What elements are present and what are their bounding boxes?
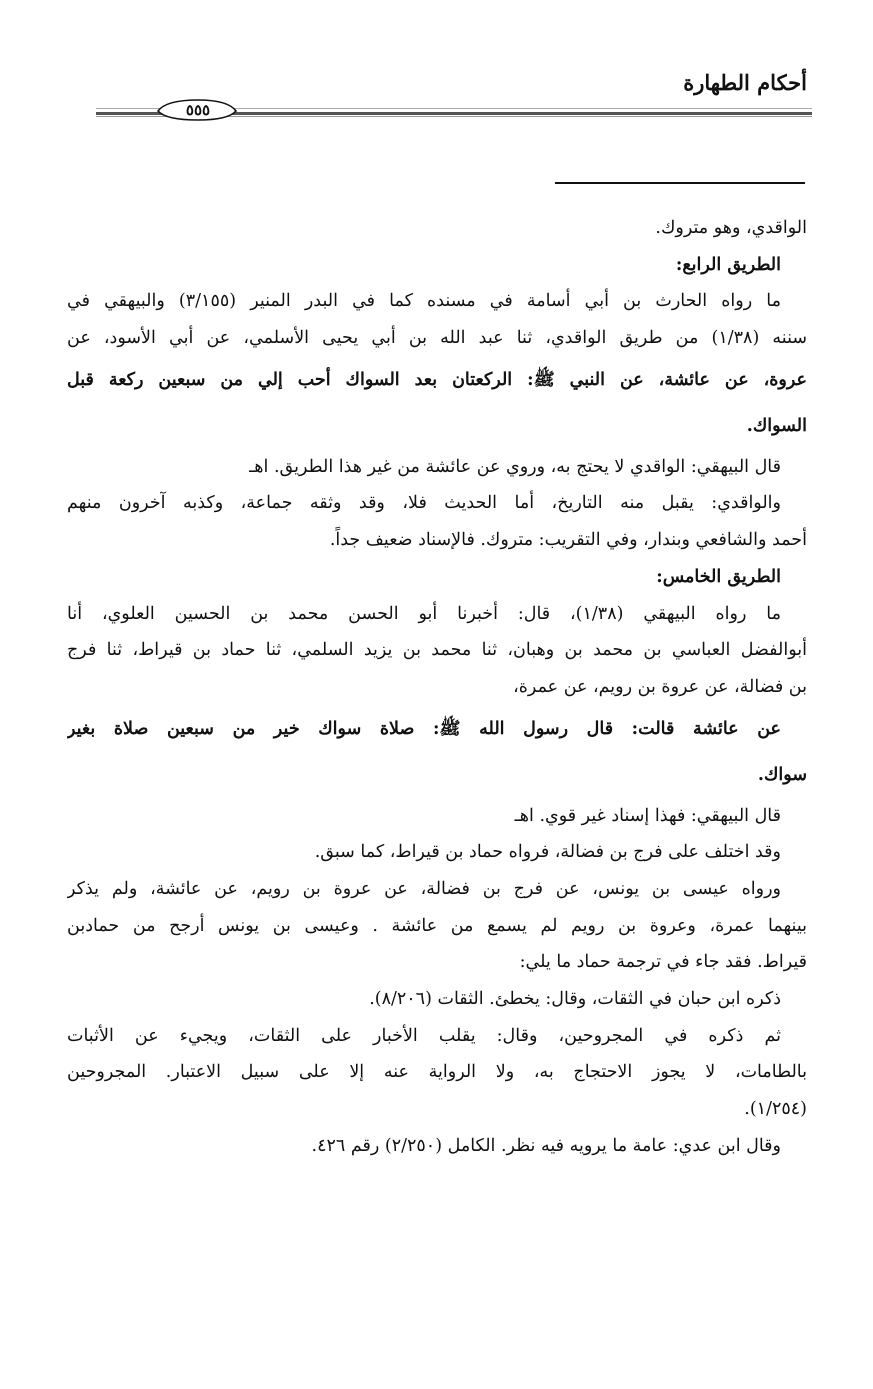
text-line: وقد اختلف على فرج بن فضالة، فرواه حماد بن قيراط، كما سبق. — [314, 842, 781, 863]
text-line: قال البيهقي: فهذا إسناد غير قوي. اهـ — [514, 805, 781, 826]
text-line: ذكره ابن حبان في الثقات، وقال: يخطئ. الثقات (٨/٢٠٦). — [369, 989, 781, 1009]
text-line: بينهما عمرة، وعروة بن رويم لم يسمع من عائشة . وعيسى بن يونس أرجح من حمادبن — [67, 915, 807, 936]
text-line: ما رواه الحارث بن أبي أسامة في مسنده كما في البدر المنير (٣/١٥٥) والبيهقي في — [67, 291, 781, 312]
text-line: ثم ذكره في المجروحين، وقال: يقلب الأخبار على الثقات، ويجيء عن الأثبات — [67, 1025, 781, 1046]
text-line: سننه (١/٣٨) من طريق الواقدي، ثنا عبد الله بن أبي يحيى الأسلمي، عن أبي الأسود، عن — [67, 328, 807, 349]
text-line: بالطامات، لا يجوز الاحتجاج به، ولا الرواية عنه إلا على سبيل الاعتبار. المجروحين — [67, 1062, 807, 1083]
page-number: ٥٥٥ — [185, 101, 211, 119]
text-line: عروة، عن عائشة، عن النبي ﷺ: الركعتان بعد السواك أحب إلي من سبعين ركعة قبل — [67, 369, 807, 390]
text-line: أبوالفضل العباسي بن محمد بن وهبان، ثنا محمد بن يزيد السلمي، ثنا حماد بن قيراط، ثنا فرج — [67, 640, 807, 661]
text-line: قال البيهقي: الواقدي لا يحتج به، وروي عن عائشة من غير هذا الطريق. اهـ — [249, 456, 781, 477]
text-line: عن عائشة قالت: قال رسول الله ﷺ: صلاة سواك خير من سبعين صلاة بغير — [67, 718, 781, 739]
text-line: (١/٢٥٤). — [744, 1099, 807, 1120]
text-line: أحمد والشافعي وبندار، وفي التقريب: متروك. فالإسناد ضعيف جداً. — [329, 530, 807, 551]
page-body — [67, 210, 807, 1164]
text-line: السواك. — [746, 415, 807, 436]
text-line: ما رواه البيهقي (١/٣٨)، قال: أخبرنا أبو الحسن محمد بن الحسين العلوي، أنا — [67, 603, 781, 624]
text-line: سواك. — [757, 764, 807, 785]
section-heading: الطريق الخامس: — [656, 566, 781, 587]
text-line: ورواه عيسى بن يونس، عن فرج بن فضالة، عن عروة بن رويم، عن عائشة، ولم يذكر — [67, 878, 781, 899]
text-line: بن فضالة، عن عروة بن رويم، عن عمرة، — [513, 676, 807, 697]
text-line: وقال ابن عدي: عامة ما يرويه فيه نظر. الكامل (٢/٢٥٠) رقم ٤٢٦. — [311, 1135, 781, 1156]
running-header-title: أحكام الطهارة — [683, 70, 807, 95]
text-line: والواقدي: يقبل منه التاريخ، أما الحديث فلا، وقد وثقه جماعة، وكذبه آخرون منهم — [67, 493, 781, 514]
separator-rule — [555, 182, 805, 184]
text-line: الواقدي، وهو متروك. — [655, 218, 807, 238]
text-line: قيراط. فقد جاء في ترجمة حماد ما يلي: — [519, 952, 807, 973]
section-heading: الطريق الرابع: — [675, 254, 781, 275]
